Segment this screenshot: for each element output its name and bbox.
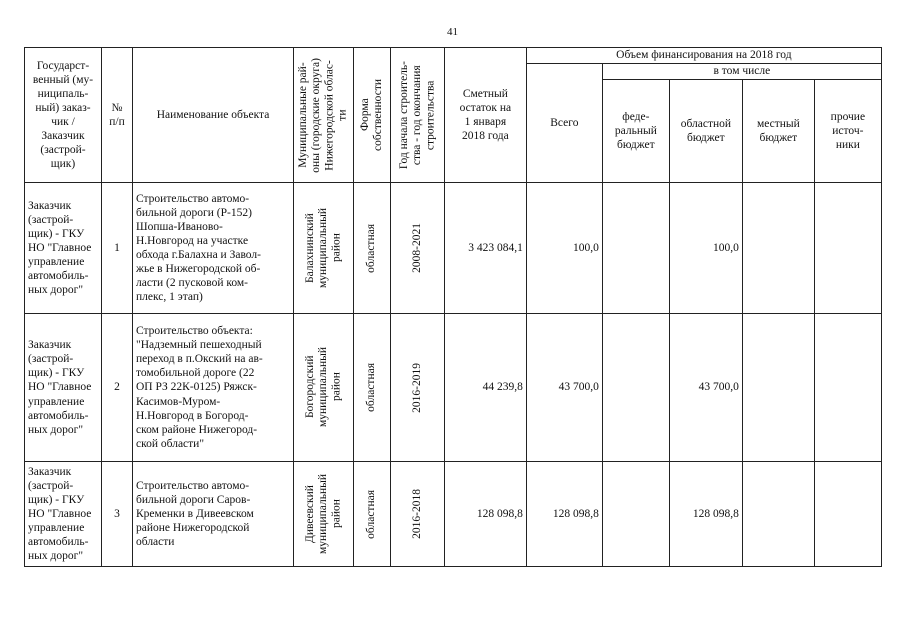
- cell-local: [742, 183, 814, 314]
- cell-ownership: областная: [353, 183, 390, 314]
- cell-federal: [602, 183, 669, 314]
- cell-num: 1: [102, 183, 133, 314]
- table-row: [25, 314, 882, 462]
- cell-local: [742, 314, 814, 462]
- cell-other: [814, 314, 881, 462]
- cell-years: 2008-2021: [390, 183, 444, 314]
- cell-regional: 43 700,0: [669, 314, 742, 462]
- cell-customer: Заказчик (застрой- щик) - ГКУ НО "Главное управление автомобиль- ных дорог": [25, 183, 102, 314]
- header-other: прочие источ- ники: [814, 80, 881, 183]
- cell-district: Дивеевский муниципальный район: [294, 462, 354, 567]
- cell-object-name: Строительство автомо- бильной дороги Саров- Кременки в Дивеевском районе Нижегородской области: [133, 462, 294, 567]
- cell-regional: 128 098,8: [669, 462, 742, 567]
- header-federal: феде- ральный бюджет: [602, 80, 669, 183]
- cell-federal: [602, 314, 669, 462]
- cell-other: [814, 462, 881, 567]
- financing-table: [24, 47, 882, 567]
- header-including: в том числе: [602, 64, 881, 80]
- cell-ownership: областная: [353, 462, 390, 567]
- cell-regional: 100,0: [669, 183, 742, 314]
- cell-federal: [602, 462, 669, 567]
- header-ownership: Форма собственности: [353, 48, 390, 183]
- cell-district: Балахнинский муниципальный район: [294, 183, 354, 314]
- cell-years: 2016-2018: [390, 462, 444, 567]
- cell-remaining: 3 423 084,1: [444, 183, 526, 314]
- table-row: [25, 462, 882, 567]
- header-regional: областной бюджет: [669, 80, 742, 183]
- cell-num: 3: [102, 462, 133, 567]
- cell-object-name: Строительство объекта: "Надземный пешеходный переход в п.Окский на ав- томобильной дороге (22 ОП РЗ 22К-0125) Ряжск- Касимов-Муром- Н.Новгород в Богород- ском районе Нижегород- ской области": [133, 314, 294, 462]
- header-num: № п/п: [102, 48, 133, 183]
- cell-total: 100,0: [526, 183, 602, 314]
- header-customer: Государст- венный (му- ниципаль- ный) заказ- чик / Заказчик (застрой- щик): [25, 48, 102, 183]
- cell-ownership: областная: [353, 314, 390, 462]
- header-districts: Муниципальные рай- оны (городские округа) Нижегородской облас- ти: [294, 48, 354, 183]
- header-total: Всего: [526, 64, 602, 183]
- header-local: местный бюджет: [742, 80, 814, 183]
- cell-district: Богородский муниципальный район: [294, 314, 354, 462]
- cell-total: 128 098,8: [526, 462, 602, 567]
- cell-other: [814, 183, 881, 314]
- header-years: Год начала строитель- ства - год окончания строительства: [390, 48, 444, 183]
- table-row: [25, 183, 882, 314]
- page-number: 41: [447, 26, 458, 38]
- cell-customer: Заказчик (застрой- щик) - ГКУ НО "Главное управление автомобиль- ных дорог": [25, 462, 102, 567]
- cell-total: 43 700,0: [526, 314, 602, 462]
- header-object-name: Наименование объекта: [133, 48, 294, 183]
- cell-local: [742, 462, 814, 567]
- cell-remaining: 128 098,8: [444, 462, 526, 567]
- header-row-1: [25, 48, 882, 64]
- cell-object-name: Строительство автомо- бильной дороги (Р-152) Шопша-Иваново- Н.Новгород на участке обхода г.Балахна и Завол- жье в Нижегородской об- ласти (2 пусковой ком- плекс, 1 этап): [133, 183, 294, 314]
- cell-num: 2: [102, 314, 133, 462]
- cell-years: 2016-2019: [390, 314, 444, 462]
- header-remaining: Сметный остаток на 1 января 2018 года: [444, 48, 526, 183]
- header-funding-group: Объем финансирования на 2018 год: [526, 48, 881, 64]
- cell-remaining: 44 239,8: [444, 314, 526, 462]
- cell-customer: Заказчик (застрой- щик) - ГКУ НО "Главное управление автомобиль- ных дорог": [25, 314, 102, 462]
